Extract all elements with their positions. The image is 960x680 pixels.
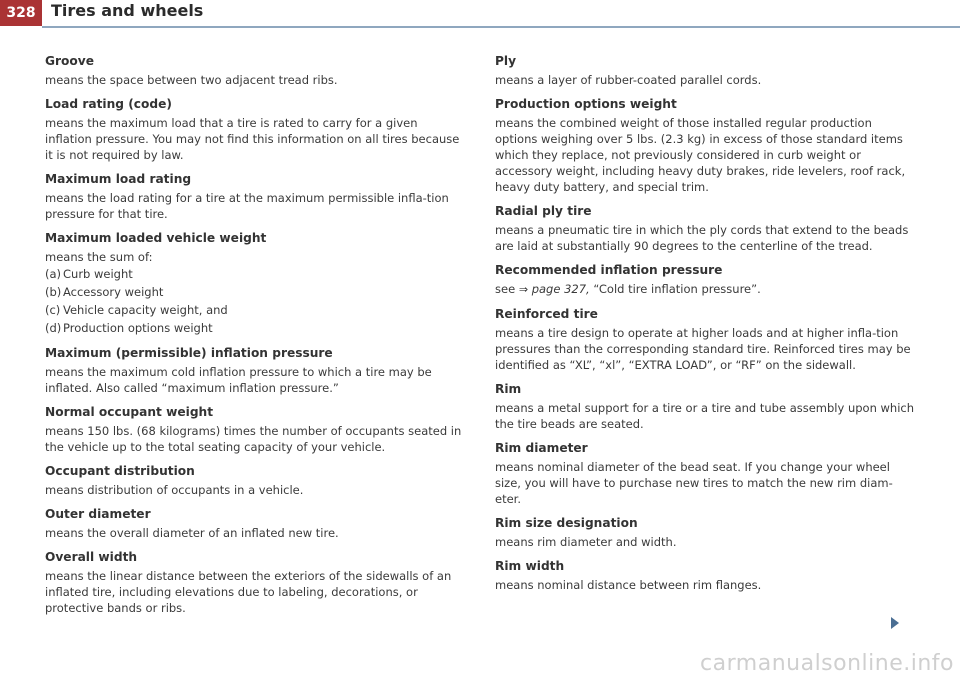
see-prefix: see [495, 282, 516, 296]
term-heading: Radial ply tire [495, 204, 592, 218]
glossary-entry-occupant-distribution [45, 463, 465, 498]
list-item [45, 265, 465, 283]
weight-components-list [45, 265, 465, 337]
term-heading: Maximum load rating [45, 172, 192, 186]
term-heading: Occupant distribution [45, 464, 195, 478]
glossary-entry-recommended-inflation-pressure [495, 262, 915, 298]
term-heading: Outer diameter [45, 507, 151, 521]
glossary-entry-rim [495, 381, 915, 432]
term-heading: Production options weight [495, 97, 677, 111]
list-item-text: Curb weight [63, 267, 133, 281]
term-definition: means nominal diameter of the bead seat. If you change your wheel size, you will have to purchase new tires to match the new rim diam-eter. [495, 460, 893, 506]
term-definition: means 150 lbs. (68 kilograms) times the number of occupants seated in the vehicle up to the total seating capacity of your vehicle. [45, 424, 462, 454]
glossary-entry-radial-ply-tire [495, 203, 915, 254]
term-definition: means a layer of rubber-coated parallel cords. [495, 73, 762, 87]
glossary-entry-rim-width [495, 558, 915, 593]
term-heading: Rim diameter [495, 441, 588, 455]
term-heading: Normal occupant weight [45, 405, 214, 419]
glossary-entry-maximum-inflation-pressure [45, 345, 465, 396]
term-definition [495, 281, 915, 298]
term-definition: means rim diameter and width. [495, 535, 677, 549]
term-definition: means the sum of: [45, 250, 153, 264]
header-rule [42, 26, 960, 28]
term-heading: Ply [495, 54, 517, 68]
arrow-right-icon: ⇒ [518, 283, 529, 296]
list-item [45, 283, 465, 301]
term-heading: Reinforced tire [495, 307, 598, 321]
list-item-label: (a) [45, 267, 62, 281]
glossary-entry-load-rating [45, 96, 465, 163]
page-number-badge [0, 0, 42, 26]
term-heading: Maximum (permissible) inflation pressure [45, 346, 333, 360]
term-definition: means nominal distance between rim flanges. [495, 578, 762, 592]
reference-title: “Cold tire inflation pressure”. [593, 282, 761, 296]
term-definition: means the maximum load that a tire is rated to carry for a given inflation pressure. You may not find this information on all tires because it is not required by law. [45, 116, 460, 162]
page-reference-link[interactable]: page 327, [531, 282, 590, 296]
term-heading: Rim [495, 382, 522, 396]
right-column [495, 53, 915, 601]
term-definition: means the overall diameter of an inflated new tire. [45, 526, 339, 540]
list-item-label: (d) [45, 321, 62, 335]
term-definition: means distribution of occupants in a vehicle. [45, 483, 304, 497]
term-definition: means a metal support for a tire or a tire and tube assembly upon which the tire beads are seated. [495, 401, 915, 431]
term-heading: Recommended inflation pressure [495, 263, 723, 277]
glossary-entry-groove [45, 53, 465, 88]
term-heading: Groove [45, 54, 94, 68]
term-definition: means the linear distance between the exteriors of the sidewalls of an inflated tire, including elevations due to labeling, decorations, or protective bands or ribs. [45, 569, 452, 615]
term-definition: means the maximum cold inflation pressure to which a tire may be inflated. Also called “maximum inflation pressure.” [45, 365, 432, 395]
list-item [45, 301, 465, 319]
list-item-label: (b) [45, 285, 62, 299]
glossary-entry-rim-size-designation [495, 515, 915, 550]
glossary-entry-maximum-loaded-vehicle-weight [45, 230, 465, 337]
term-heading: Overall width [45, 550, 138, 564]
glossary-entry-ply [495, 53, 915, 88]
glossary-entry-rim-diameter [495, 440, 915, 507]
glossary-entry-outer-diameter [45, 506, 465, 541]
watermark: carmanualsonline.info [700, 651, 954, 676]
list-item-text: Vehicle capacity weight, and [63, 303, 228, 317]
glossary-entry-production-options-weight [495, 96, 915, 195]
page-header [0, 0, 960, 30]
term-definition: means the combined weight of those installed regular production options weighing over 5 lbs. (2.3 kg) in excess of those standard items which they replace, not previously considered in curb weight or accessory weight, including heavy duty brakes, ride levelers, roof rack, heavy duty battery, and special trim. [495, 116, 906, 194]
term-definition: means a tire design to operate at higher loads and at higher infla-tion pressures than the corresponding standard tire. Reinforced tires may be identified as “XL”, “xl”, “EXTRA LOAD”, or “RF” on the sidewall. [495, 326, 911, 372]
page-number: 328 [6, 5, 36, 21]
list-item-text: Accessory weight [63, 285, 164, 299]
term-heading: Maximum loaded vehicle weight [45, 231, 267, 245]
term-definition: means the space between two adjacent tread ribs. [45, 73, 338, 87]
term-heading: Rim size designation [495, 516, 638, 530]
continue-arrow-icon [891, 617, 899, 629]
chapter-title: Tires and wheels [51, 1, 204, 20]
left-column [45, 53, 465, 624]
term-heading: Rim width [495, 559, 565, 573]
list-item [45, 319, 465, 337]
glossary-entry-maximum-load-rating [45, 171, 465, 222]
list-item-label: (c) [45, 303, 61, 317]
glossary-entry-normal-occupant-weight [45, 404, 465, 455]
term-definition: means the load rating for a tire at the maximum permissible infla-tion pressure for that tire. [45, 191, 449, 221]
term-definition: means a pneumatic tire in which the ply cords that extend to the beads are laid at substantially 90 degrees to the centerline of the tread. [495, 223, 909, 253]
list-item-text: Production options weight [63, 321, 213, 335]
glossary-entry-reinforced-tire [495, 306, 915, 373]
glossary-entry-overall-width [45, 549, 465, 616]
term-heading: Load rating (code) [45, 97, 172, 111]
